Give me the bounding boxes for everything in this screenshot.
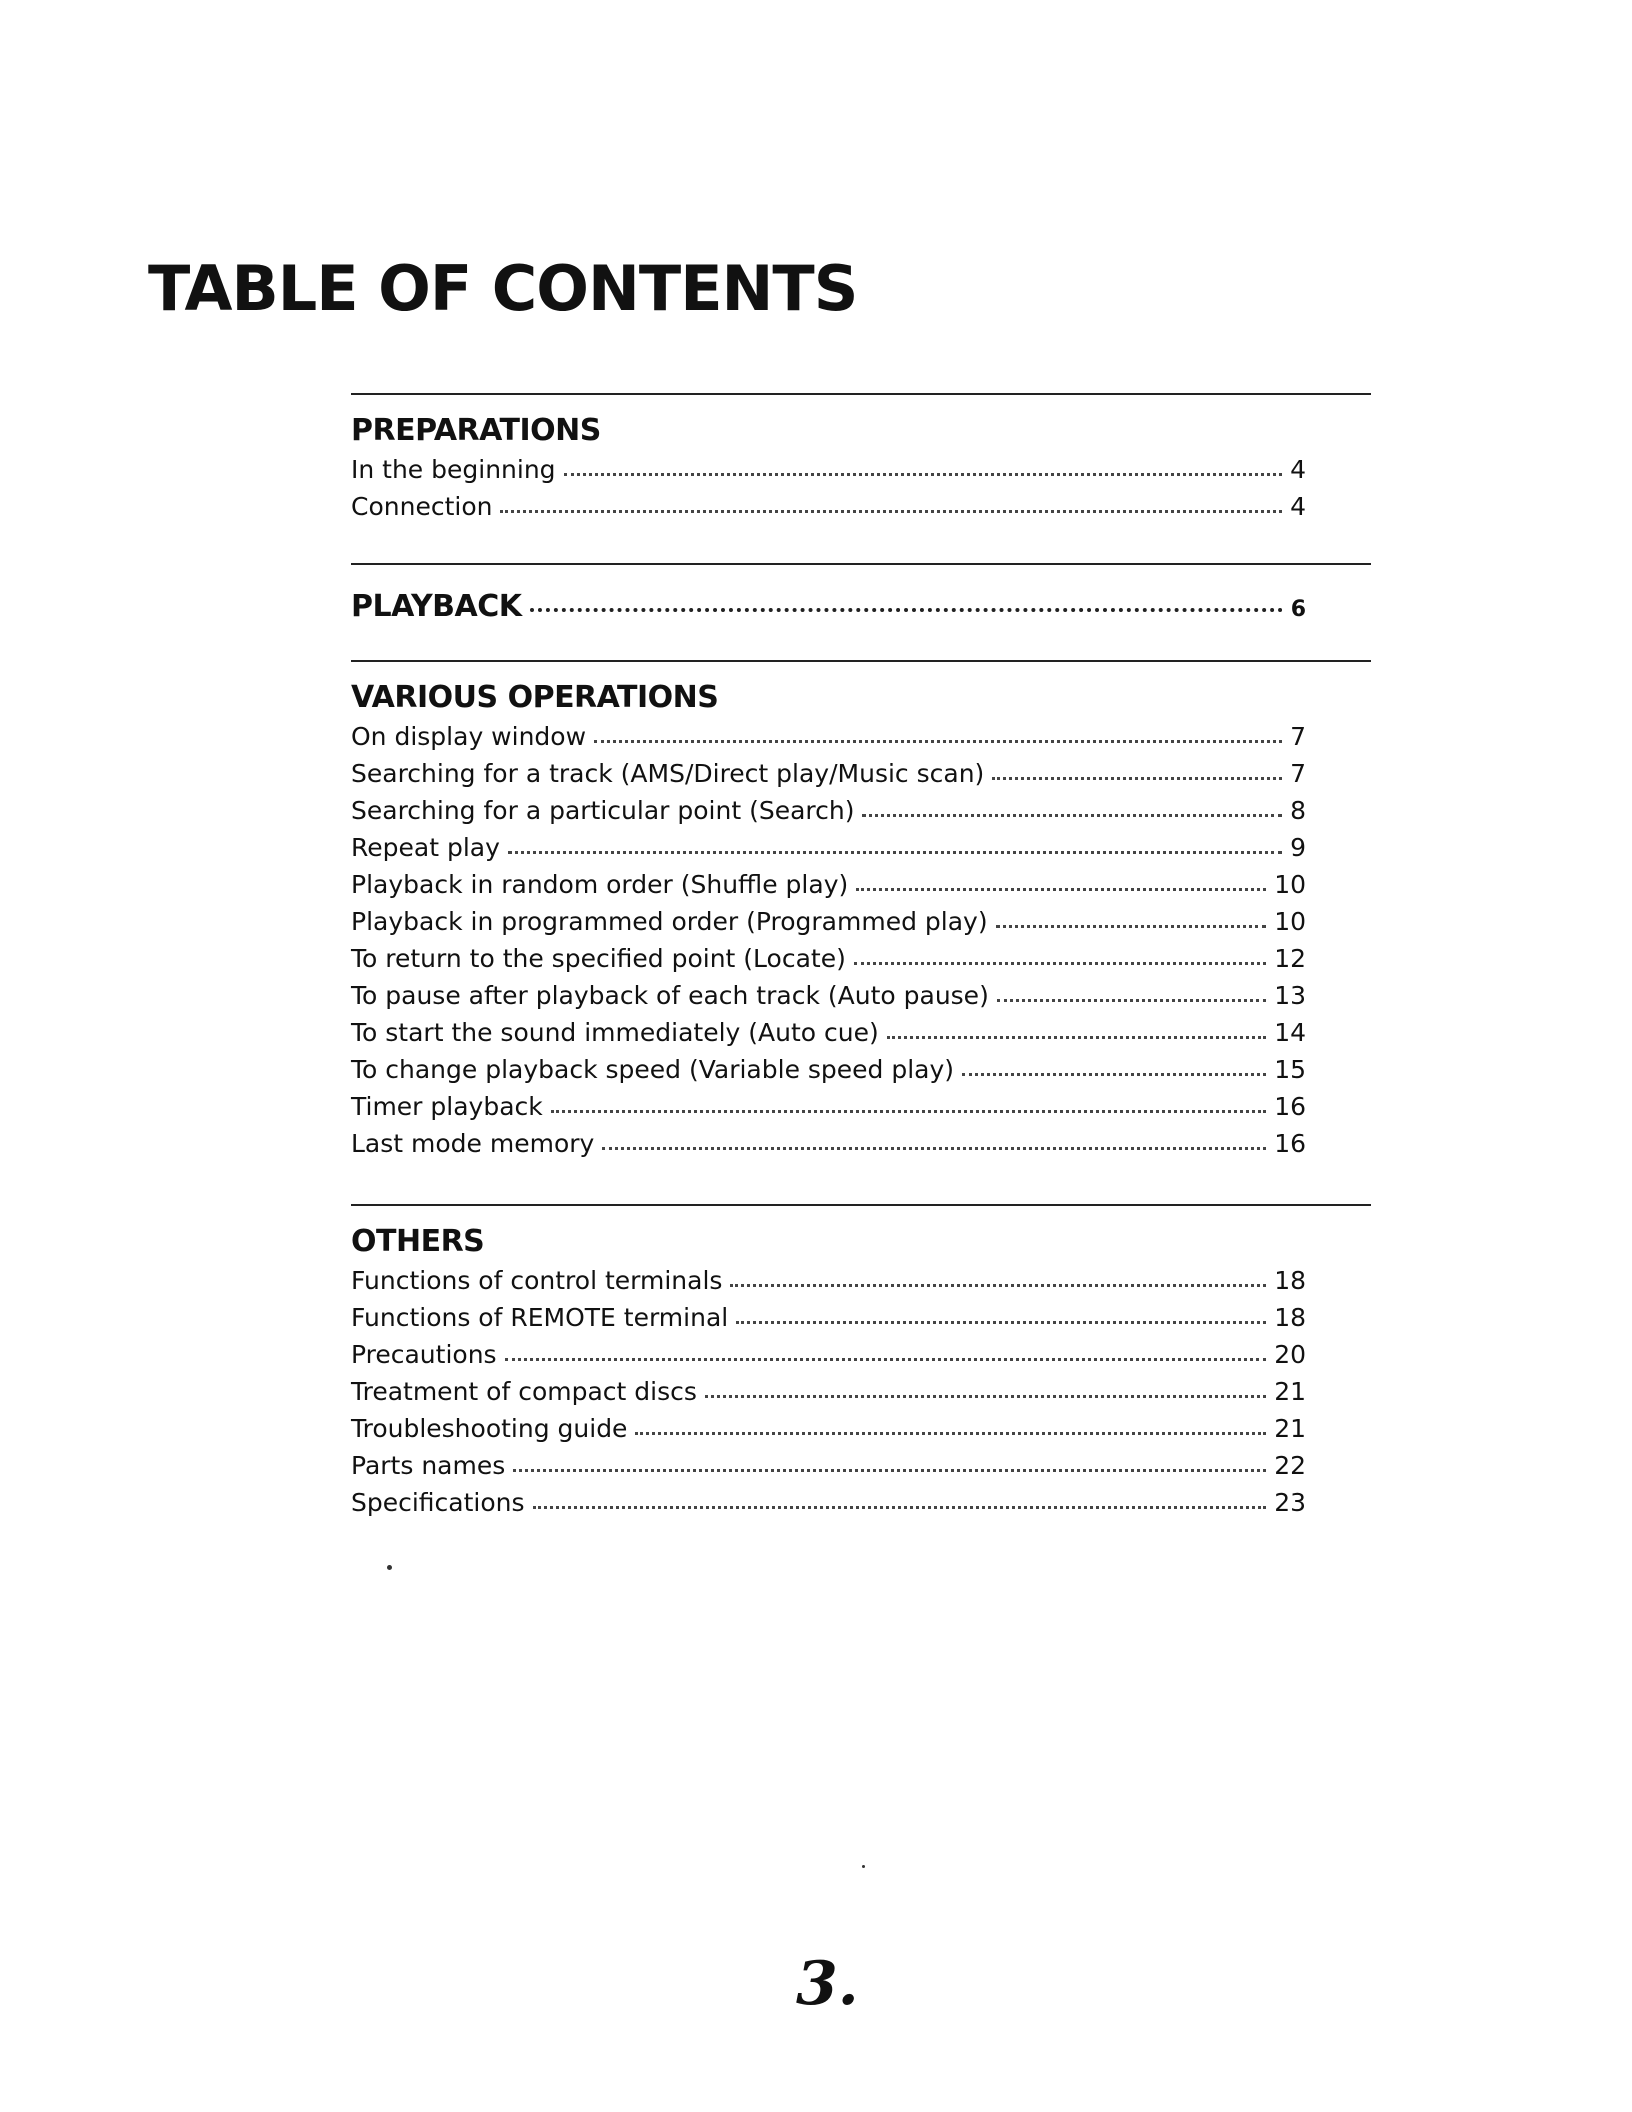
- entry-list-various-operations: [351, 718, 1306, 1162]
- dot-leader: [962, 1073, 1266, 1076]
- entry-page-number: 23: [1274, 1488, 1306, 1517]
- toc-entry[interactable]: [351, 1014, 1306, 1051]
- toc-entry[interactable]: [351, 1447, 1306, 1484]
- dot-leader: [500, 510, 1282, 513]
- entry-label: Specifications: [351, 1488, 525, 1517]
- entry-label: Playback in random order (Shuffle play): [351, 870, 849, 899]
- entry-page-number: 8: [1290, 796, 1306, 825]
- entry-label: Parts names: [351, 1451, 506, 1480]
- dot-leader: [705, 1395, 1266, 1398]
- entry-label: To pause after playback of each track (Auto pause): [351, 981, 989, 1010]
- toc-entry[interactable]: [351, 903, 1306, 940]
- dot-leader: [854, 962, 1266, 965]
- dot-leader: [551, 1110, 1266, 1113]
- dot-leader: [887, 1036, 1266, 1039]
- entry-label: To change playback speed (Variable speed play): [351, 1055, 955, 1084]
- toc-entry[interactable]: [351, 866, 1306, 903]
- entry-label: Repeat play: [351, 833, 500, 862]
- entry-label: In the beginning: [351, 455, 556, 484]
- entry-page-number: 6: [1290, 597, 1306, 622]
- section-playback: [351, 563, 1371, 660]
- toc-entry[interactable]: [351, 829, 1306, 866]
- dot-leader: [602, 1147, 1266, 1150]
- dot-leader: [856, 888, 1266, 891]
- toc-entry[interactable]: [351, 755, 1306, 792]
- dot-leader: [505, 1358, 1267, 1361]
- dot-leader: [564, 473, 1283, 476]
- entry-page-number: 21: [1274, 1414, 1306, 1443]
- entry-page-number: 20: [1274, 1340, 1306, 1369]
- entry-page-number: 14: [1274, 1018, 1306, 1047]
- entry-list-others: [351, 1262, 1306, 1521]
- toc-entry[interactable]: [351, 792, 1306, 829]
- dot-leader: [862, 814, 1282, 817]
- entry-page-number: 10: [1274, 870, 1306, 899]
- entry-page-number: 7: [1290, 722, 1306, 751]
- toc-entry[interactable]: [351, 977, 1306, 1014]
- entry-page-number: 16: [1274, 1092, 1306, 1121]
- section-header-others: OTHERS: [351, 1224, 485, 1259]
- toc-entry[interactable]: [351, 940, 1306, 977]
- entry-label: Searching for a track (AMS/Direct play/Music scan): [351, 759, 985, 788]
- entry-page-number: 4: [1290, 455, 1306, 484]
- dot-leader: [508, 851, 1282, 854]
- entry-label: Playback in programmed order (Programmed play): [351, 907, 988, 936]
- page-title: TABLE OF CONTENTS: [148, 252, 858, 325]
- table-of-contents: [351, 393, 1371, 1526]
- toc-entry[interactable]: [351, 1262, 1306, 1299]
- dot-leader: [533, 1506, 1267, 1509]
- toc-entry[interactable]: [351, 1088, 1306, 1125]
- dot-leader: [635, 1432, 1266, 1435]
- entry-page-number: 13: [1274, 981, 1306, 1010]
- entry-label: Timer playback: [351, 1092, 543, 1121]
- entry-page-number: 18: [1274, 1266, 1306, 1295]
- toc-entry[interactable]: [351, 1336, 1306, 1373]
- entry-page-number: 12: [1274, 944, 1306, 973]
- toc-entry[interactable]: [351, 1051, 1306, 1088]
- entry-page-number: 10: [1274, 907, 1306, 936]
- section-various-operations: [351, 660, 1371, 1204]
- entry-label: Precautions: [351, 1340, 497, 1369]
- entry-page-number: 7: [1290, 759, 1306, 788]
- entry-page-number: 15: [1274, 1055, 1306, 1084]
- entry-label: Functions of REMOTE terminal: [351, 1303, 729, 1332]
- section-header-preparations: PREPARATIONS: [351, 413, 601, 448]
- dot-leader: [997, 999, 1266, 1002]
- dot-leader: [594, 740, 1282, 743]
- entry-label: Treatment of compact discs: [351, 1377, 697, 1406]
- section-header-playback: PLAYBACK: [351, 589, 522, 624]
- entry-page-number: 9: [1290, 833, 1306, 862]
- entry-page-number: 21: [1274, 1377, 1306, 1406]
- entry-page-number: 22: [1274, 1451, 1306, 1480]
- toc-entry[interactable]: [351, 1125, 1306, 1162]
- toc-entry[interactable]: [351, 1373, 1306, 1410]
- entry-page-number: 4: [1290, 492, 1306, 521]
- dot-leader: [996, 925, 1267, 928]
- entry-label: Troubleshooting guide: [351, 1414, 628, 1443]
- entry-list-preparations: [351, 451, 1306, 525]
- toc-entry-playback[interactable]: [351, 587, 1306, 627]
- entry-label: To start the sound immediately (Auto cue): [351, 1018, 879, 1047]
- toc-entry[interactable]: [351, 1299, 1306, 1336]
- entry-label: Connection: [351, 492, 493, 521]
- dot-leader: [530, 608, 1283, 612]
- entry-label: On display window: [351, 722, 587, 751]
- toc-entry[interactable]: [351, 718, 1306, 755]
- toc-entry[interactable]: [351, 451, 1306, 488]
- dot-leader: [730, 1284, 1266, 1287]
- entry-page-number: 18: [1274, 1303, 1306, 1332]
- entry-page-number: 16: [1274, 1129, 1306, 1158]
- scan-speck: [387, 1565, 392, 1570]
- dot-leader: [736, 1321, 1266, 1324]
- dot-leader: [992, 777, 1282, 780]
- toc-entry[interactable]: [351, 488, 1306, 525]
- dot-leader: [513, 1469, 1266, 1472]
- entry-label: Last mode memory: [351, 1129, 595, 1158]
- toc-entry[interactable]: [351, 1484, 1306, 1521]
- section-others: [351, 1204, 1371, 1526]
- entry-label: To return to the specified point (Locate): [351, 944, 846, 973]
- toc-entry[interactable]: [351, 1410, 1306, 1447]
- section-preparations: [351, 393, 1371, 563]
- scan-speck: [862, 1865, 865, 1868]
- section-header-various-operations: VARIOUS OPERATIONS: [351, 680, 719, 715]
- entry-label: Functions of control terminals: [351, 1266, 723, 1295]
- page-number: 3.: [796, 1949, 859, 2019]
- entry-label: Searching for a particular point (Search): [351, 796, 855, 825]
